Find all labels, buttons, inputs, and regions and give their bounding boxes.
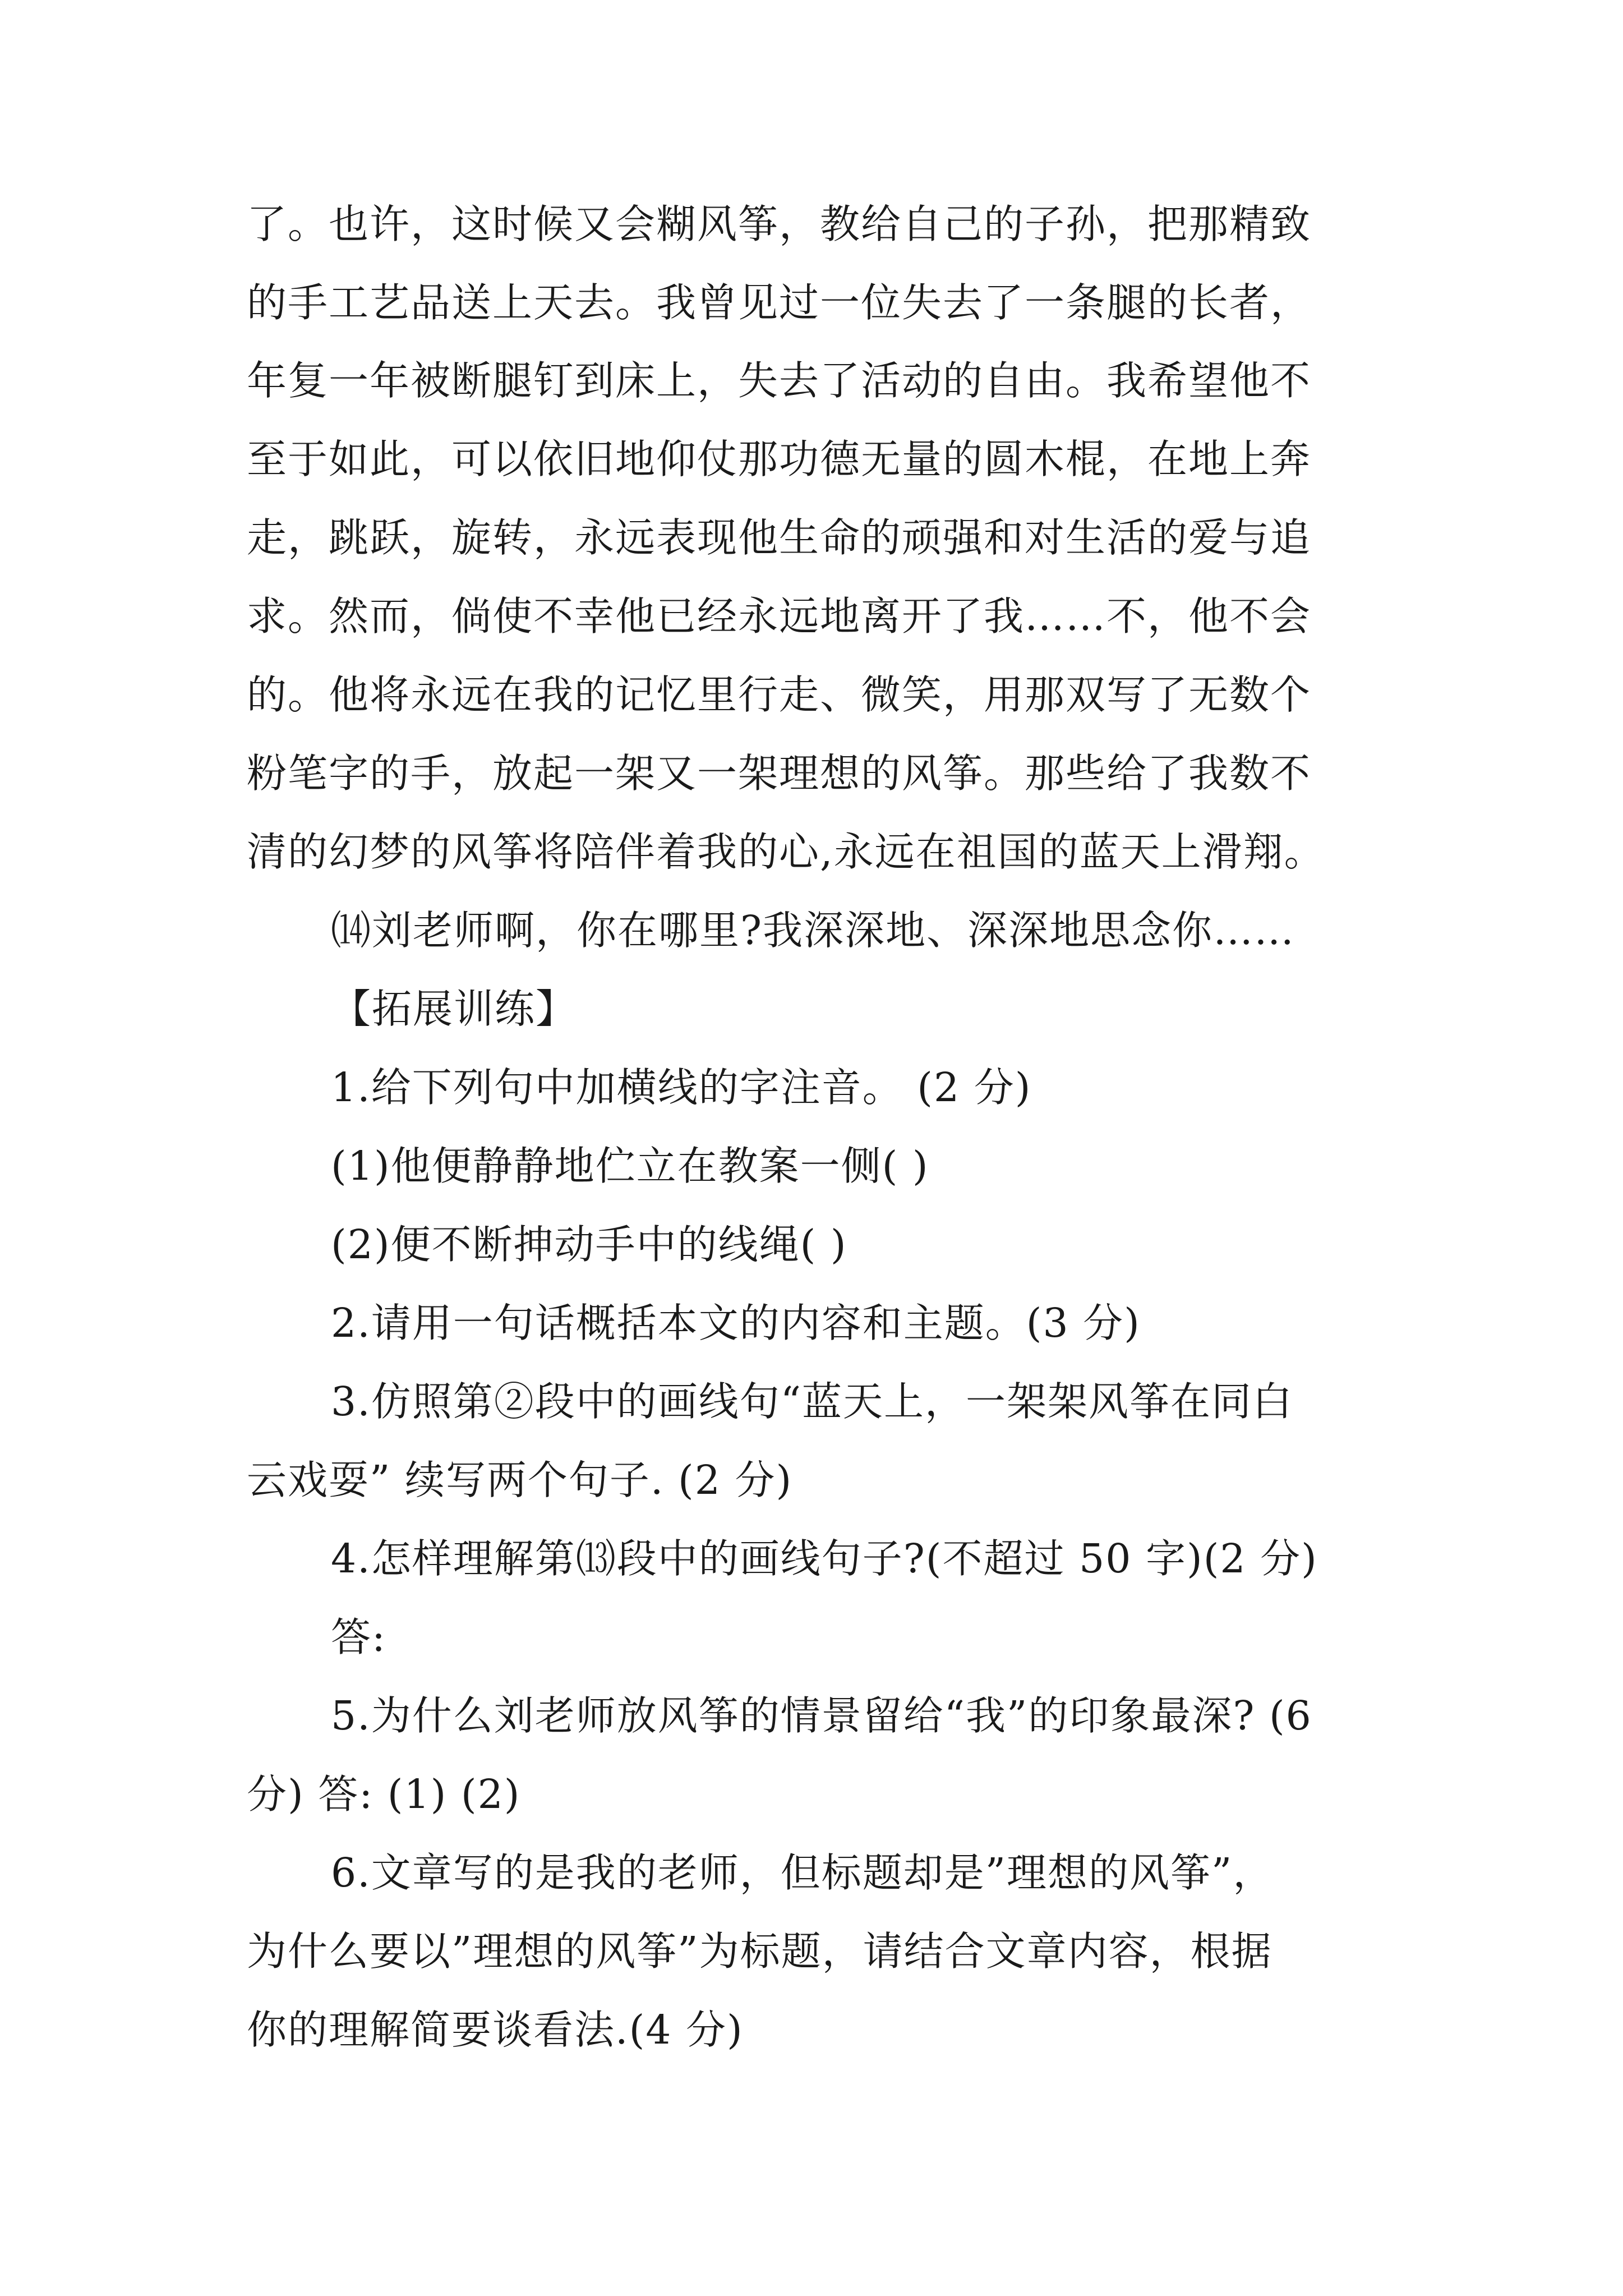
body-text-line: 至于如此，可以依旧地仰仗那功德无量的圆木棍，在地上奔 (247, 436, 1312, 482)
question-4-answer: 答: (331, 1614, 386, 1660)
question-2: 2.请用一句话概括本文的内容和主题。(3 分) (331, 1300, 1141, 1346)
body-text-line: 清的幻梦的风筝将陪伴着我的心,永远在祖国的蓝天上滑翔。 (247, 829, 1325, 875)
paragraph-14: ⒁刘老师啊，你在哪里?我深深地、深深地思念你…… (331, 907, 1295, 954)
body-text-line: 的。他将永远在我的记忆里行走、微笑，用那双写了无数个 (247, 671, 1312, 718)
question-3-line-1: 3.仿照第②段中的画线句“蓝天上，一架架风筝在同白 (331, 1378, 1294, 1425)
question-6-line-3: 你的理解简要谈看法.(4 分) (247, 2007, 744, 2053)
body-text-line: 年复一年被断腿钉到床上，失去了活动的自由。我希望他不 (247, 357, 1312, 404)
question-1-item-1: (1)他便静静地伫立在教案一侧( ) (331, 1143, 929, 1189)
body-text-line: 了。也许，这时候又会糊风筝，教给自己的子孙，把那精致 (247, 201, 1312, 247)
question-6-line-1: 6.文章写的是我的老师，但标题却是”理想的风筝”， (331, 1849, 1274, 1896)
body-text-line: 的手工艺品送上天去。我曾见过一位失去了一条腿的长者， (247, 279, 1312, 326)
question-6-line-2: 为什么要以”理想的风筝”为标题，请结合文章内容，根据 (247, 1928, 1272, 1975)
question-1-item-2: (2)便不断抻动手中的线绳( ) (331, 1221, 847, 1268)
question-3-line-2: 云戏耍” 续写两个句子. (2 分) (247, 1457, 793, 1503)
body-text-line: 求。然而，倘使不幸他已经永远地离开了我……不，他不会 (247, 593, 1312, 639)
section-title: 【拓展训练】 (331, 986, 577, 1032)
body-text-line: 走，跳跃，旋转，永远表现他生命的顽强和对生活的爱与追 (247, 514, 1312, 561)
question-1: 1.给下列句中加横线的字注音。 (2 分) (331, 1064, 1032, 1111)
question-5-line-1: 5.为什么刘老师放风筝的情景留给“我”的印象最深? (6 (331, 1692, 1312, 1739)
body-text-line: 粉笔字的手，放起一架又一架理想的风筝。那些给了我数不 (247, 750, 1312, 797)
question-4: 4.怎样理解第⒀段中的画线句子?(不超过 50 字)(2 分) (331, 1535, 1318, 1582)
question-5-line-2: 分) 答: (1) (2) (247, 1771, 521, 1818)
